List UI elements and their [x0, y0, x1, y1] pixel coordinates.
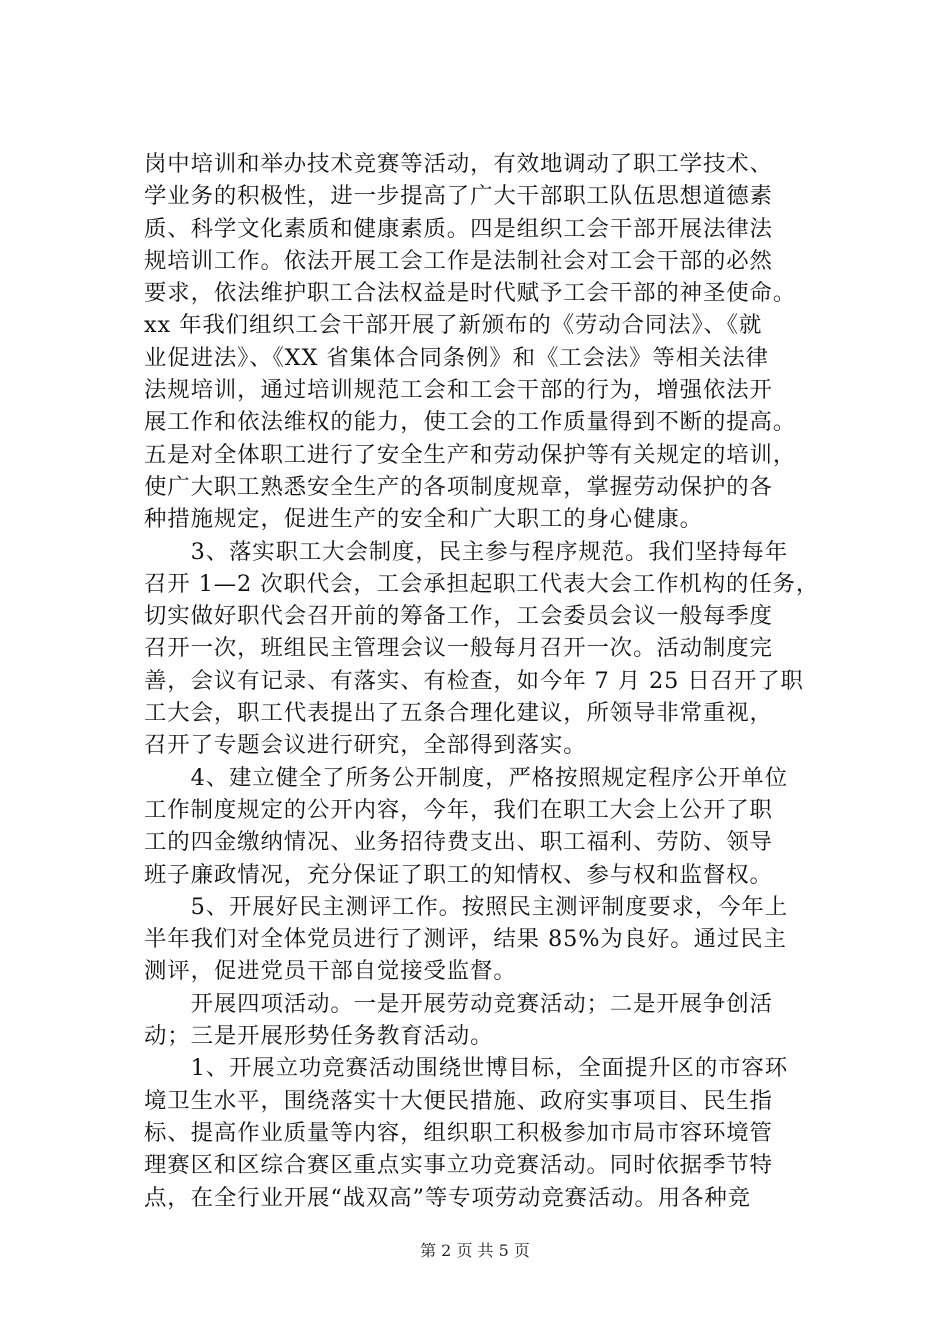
- text-line: 标、提高作业质量等内容，组织职工积极参加市局市容环境管: [144, 1119, 773, 1146]
- text-line: 善，会议有记录、有落实、有检查，如今年 7 月 25 日召开了职: [144, 667, 804, 694]
- text-line: 展工作和依法维权的能力，使工会的工作质量得到不断的提高。: [144, 409, 797, 436]
- text-line: 召开 1—2 次职代会，工会承担起职工代表大会工作机构的任务，: [144, 570, 820, 597]
- text-line: 境卫生水平，围绕落实十大便民措施、政府实事项目、民生指: [144, 1087, 773, 1114]
- text-line: 理赛区和区综合赛区重点实事立功竞赛活动。同时依据季节特: [144, 1152, 773, 1179]
- text-line: 点，在全行业开展“战双高”等专项劳动竞赛活动。用各种竞: [144, 1184, 751, 1211]
- text-line: 使广大职工熟悉安全生产的各项制度规章，掌握劳动保护的各: [144, 473, 773, 500]
- text-line: 要求，依法维护职工合法权益是时代赋予工会干部的神圣使命。: [144, 280, 797, 307]
- text-line: 质、科学文化素质和健康素质。四是组织工会干部开展法律法: [144, 215, 773, 242]
- text-line: 五是对全体职工进行了安全生产和劳动保护等有关规定的培训，: [144, 441, 797, 468]
- text-line: 切实做好职代会召开前的筹备工作，工会委员会议一般每季度: [144, 603, 773, 630]
- text-line: 4、建立健全了所务公开制度，严格按照规定程序公开单位: [144, 764, 788, 791]
- text-line: 召开了专题会议进行研究，全部得到落实。: [144, 732, 587, 759]
- text-line: 工的四金缴纳情况、业务招待费支出、职工福利、劳防、领导: [144, 829, 773, 856]
- text-line: 岗中培训和举办技术竞赛等活动，有效地调动了职工学技术、: [144, 151, 773, 177]
- text-line: 法规培训，通过培训规范工会和工会干部的行为，增强依法开: [144, 377, 773, 404]
- text-line: 半年我们对全体党员进行了测评，结果 85%为良好。通过民主: [144, 926, 787, 953]
- text-line: xx 年我们组织工会干部开展了新颁布的《劳动合同法》、《就: [144, 312, 763, 339]
- text-line: 学业务的积极性，进一步提高了广大干部职工队伍思想道德素: [144, 183, 773, 210]
- text-line: 工作制度规定的公开内容，今年，我们在职工大会上公开了职: [144, 796, 773, 823]
- text-line: 业促进法》、《XX 省集体合同条例》和《工会法》等相关法律: [144, 344, 769, 371]
- text-line: 5、开展好民主测评工作。按照民主测评制度要求，今年上: [144, 893, 788, 920]
- body-text: [144, 148, 844, 1214]
- text-line: 工大会，职工代表提出了五条合理化建议，所领导非常重视，: [144, 700, 773, 727]
- text-line: 规培训工作。依法开展工会工作是法制社会对工会干部的必然: [144, 247, 773, 274]
- text-line: 3、落实职工大会制度，民主参与程序规范。我们坚持每年: [144, 538, 788, 565]
- text-line: 测评，促进党员干部自觉接受监督。: [144, 958, 517, 985]
- text-line: 动；三是开展形势任务教育活动。: [144, 1023, 494, 1050]
- text-line: 开展四项活动。一是开展劳动竞赛活动；二是开展争创活: [144, 990, 773, 1017]
- page-footer: 第 2 页 共 5 页: [420, 1241, 530, 1260]
- text-line: 种措施规定，促进生产的安全和广大职工的身心健康。: [144, 506, 703, 533]
- text-line: 召开一次，班组民主管理会议一般每月召开一次。活动制度完: [144, 635, 773, 662]
- text-line: 班子廉政情况，充分保证了职工的知情权、参与权和监督权。: [144, 861, 773, 888]
- text-line: 1、开展立功竞赛活动围绕世博目标，全面提升区的市容环: [144, 1055, 788, 1082]
